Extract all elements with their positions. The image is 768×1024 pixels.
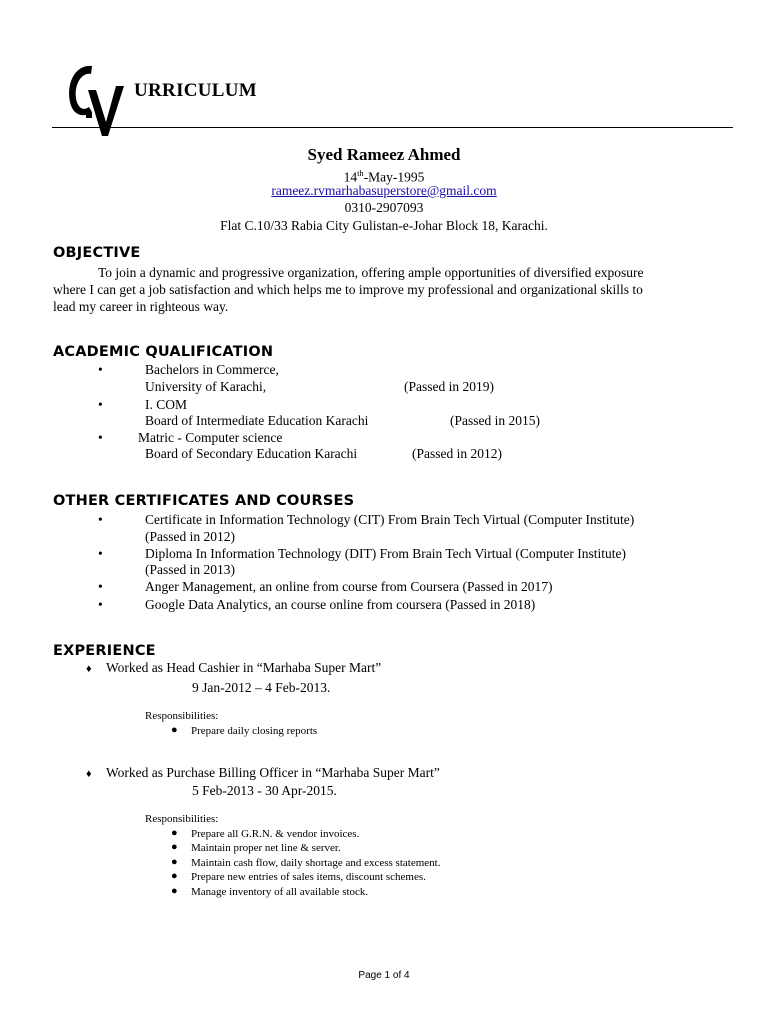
- diamond-bullet-icon: ♦: [86, 768, 92, 780]
- academic-year-2: (Passed in 2015): [450, 413, 540, 428]
- academic-year-1: (Passed in 2019): [404, 379, 494, 394]
- bullet-icon: •: [98, 362, 103, 377]
- academic-heading: ACADEMIC QUALIFICATION: [53, 344, 274, 360]
- job-2-dates: 5 Feb-2013 - 30 Apr-2015.: [192, 783, 337, 798]
- academic-degree-2: I. COM: [145, 397, 188, 412]
- dot-bullet-icon: ●: [171, 870, 178, 882]
- candidate-name: Syed Rameez Ahmed: [307, 145, 461, 164]
- date-of-birth: 14th-May-1995: [343, 168, 425, 185]
- dot-bullet-icon: ●: [171, 724, 178, 736]
- dot-bullet-icon: ●: [171, 841, 178, 853]
- job-1-dates: 9 Jan-2012 – 4 Feb-2013.: [192, 680, 331, 695]
- bullet-icon: •: [98, 397, 103, 412]
- job-1-responsibilities-label: Responsibilities:: [145, 710, 219, 722]
- objective-text: [53, 264, 735, 315]
- curriculum-title: URRICULUM: [134, 80, 258, 101]
- objective-line-1: To join a dynamic and progressive organization, offering ample opportunities of diversified exposure: [98, 265, 644, 280]
- job-1-responsibility-1: Prepare daily closing reports: [191, 725, 318, 737]
- objective-heading: OBJECTIVE: [53, 245, 141, 261]
- academic-institute-2: Board of Intermediate Education Karachi: [145, 413, 369, 428]
- dot-bullet-icon: ●: [171, 827, 178, 839]
- certificates-heading: OTHER CERTIFICATES AND COURSES: [53, 493, 355, 509]
- objective-line-3: lead my career in righteous way.: [53, 299, 229, 314]
- bullet-icon: •: [98, 579, 103, 594]
- certificate-2: Diploma In Information Technology (DIT) From Brain Tech Virtual (Computer Institute): [145, 546, 626, 561]
- bullet-icon: •: [98, 512, 103, 527]
- bullet-icon: •: [98, 430, 103, 445]
- experience-heading: EXPERIENCE: [53, 643, 156, 659]
- academic-institute-3: Board of Secondary Education Karachi: [145, 446, 358, 461]
- job-2-responsibilities-label: Responsibilities:: [145, 813, 219, 825]
- bullet-icon: •: [98, 597, 103, 612]
- dot-bullet-icon: ●: [171, 856, 178, 868]
- job-2-responsibility-5: Manage inventory of all available stock.: [191, 886, 369, 898]
- objective-line-2: where I can get a job satisfaction and which helps me to improve my professional and organizational skills to: [53, 282, 643, 297]
- job-2-responsibility-4: Prepare new entries of sales items, discount schemes.: [191, 871, 426, 883]
- bullet-icon: •: [98, 546, 103, 561]
- certificate-4: Google Data Analytics, an course online from coursera (Passed in 2018): [145, 597, 536, 612]
- job-2-responsibility-2: Maintain proper net line & server.: [191, 842, 341, 854]
- academic-degree-1: Bachelors in Commerce,: [145, 362, 279, 377]
- job-2-responsibility-3: Maintain cash flow, daily shortage and excess statement.: [191, 857, 441, 869]
- cv-logo: [62, 60, 126, 140]
- certificate-2-year: (Passed in 2013): [145, 562, 235, 577]
- header-divider: [52, 127, 733, 128]
- email-line: [0, 182, 768, 199]
- academic-year-3: (Passed in 2012): [412, 446, 502, 461]
- page-number: Page 1 of 4: [358, 970, 410, 981]
- phone: 0310-2907093: [344, 200, 424, 215]
- dot-bullet-icon: ●: [171, 885, 178, 897]
- certificate-1-year: (Passed in 2012): [145, 529, 235, 544]
- job-2-title: Worked as Purchase Billing Officer in “Marhaba Super Mart”: [106, 765, 440, 780]
- certificate-1: Certificate in Information Technology (CIT) From Brain Tech Virtual (Computer Institute): [145, 512, 635, 527]
- job-1-title: Worked as Head Cashier in “Marhaba Super Mart”: [106, 660, 382, 675]
- diamond-bullet-icon: ♦: [86, 663, 92, 675]
- certificate-3: Anger Management, an online from course from Coursera (Passed in 2017): [145, 579, 553, 594]
- address: Flat C.10/33 Rabia City Gulistan-e-Johar Block 18, Karachi.: [220, 218, 548, 233]
- job-2-responsibility-1: Prepare all G.R.N. & vendor invoices.: [191, 828, 360, 840]
- academic-institute-1: University of Karachi,: [145, 379, 267, 394]
- email-link[interactable]: rameez.rvmarhabasuperstore@gmail.com: [271, 183, 497, 198]
- academic-degree-3: Matric - Computer science: [138, 430, 283, 445]
